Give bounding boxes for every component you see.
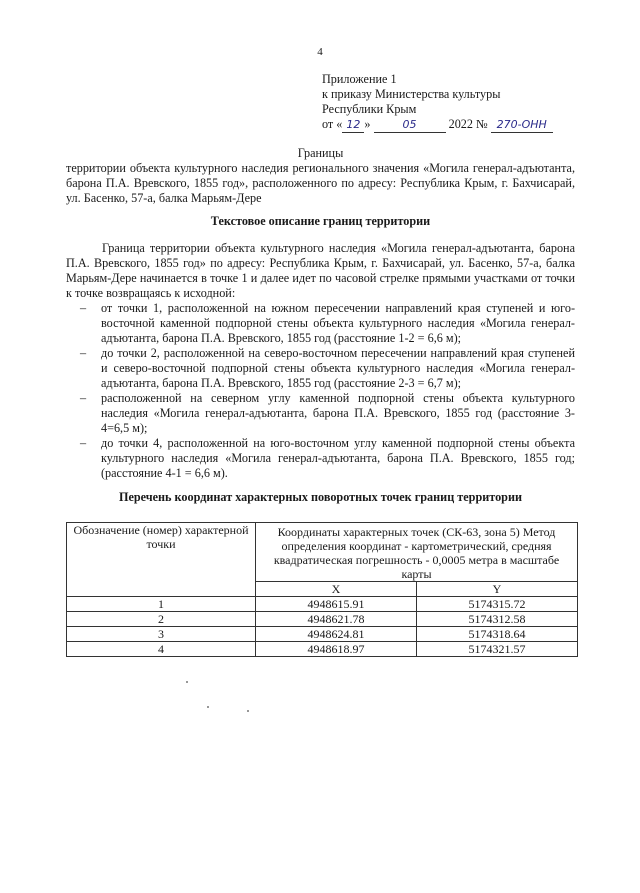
table-row — [67, 627, 578, 642]
appendix-line-1: Приложение 1 — [322, 72, 397, 86]
appendix-line-3: Республики Крым — [322, 102, 417, 116]
date-prefix: от « — [322, 117, 343, 131]
col-y-header: Y — [416, 582, 577, 597]
boundary-description — [66, 241, 575, 481]
col-point-header: Обозначение (номер) характерной точки — [67, 523, 256, 597]
dash-marker: – — [80, 436, 87, 450]
table-row — [67, 612, 578, 627]
date-mid: » — [364, 117, 371, 131]
table-row — [67, 642, 578, 657]
cell-y: 5174321.57 — [416, 642, 577, 657]
dash-marker: – — [80, 391, 87, 405]
heading-block — [66, 146, 575, 206]
cell-point: 1 — [67, 597, 256, 612]
list-item-text: расположенной на северном углу каменной подпорной стены объекта культурного наследия «Могила генерал-адъютанта, барона П.А. Вревского, 1855 год (расстояние 3-4=6,5 м); — [101, 391, 575, 435]
cell-point: 4 — [67, 642, 256, 657]
list-item-text: от точки 1, расположенной на южном пересечении направлений края ступеней и юго-восточной каменной подпорной стены объекта культурного наследия «Могила генерал-адъютанта, барона П.А. Вревского, 1855 год (расстояние 1-2 = 6,6 м); — [101, 301, 575, 345]
description-title: Текстовое описание границ территории — [210, 214, 431, 228]
scan-speck — [247, 710, 249, 712]
appendix-date-line — [322, 117, 602, 133]
order-number: 270-ОНН — [491, 117, 553, 133]
list-item — [66, 436, 575, 481]
appendix-line-2: к приказу Министерства культуры — [322, 87, 501, 101]
cell-y: 5174315.72 — [416, 597, 577, 612]
cell-x: 4948621.78 — [256, 612, 417, 627]
coordinates-title: Перечень координат характерных поворотных точек границ территории — [118, 490, 522, 504]
cell-x: 4948624.81 — [256, 627, 417, 642]
dash-marker: – — [80, 346, 87, 360]
scan-speck — [186, 681, 188, 683]
cell-y: 5174318.64 — [416, 627, 577, 642]
cell-x: 4948618.97 — [256, 642, 417, 657]
col-x-header: X — [256, 582, 417, 597]
heading-text: территории объекта культурного наследия регионального значения «Могила генерал-адъютанта, барона П.А. Вревского, 1855 год», расположенного по адресу: Республика Крым, г. Бахчисарай, ул. Басенко, 57-а, балка Марьям-Дере — [66, 161, 575, 205]
cell-y: 5174312.58 — [416, 612, 577, 627]
date-year: 2022 № — [448, 117, 488, 131]
cell-point: 2 — [67, 612, 256, 627]
col-coords-header: Координаты характерных точек (СК-63, зона 5) Метод определения координат - картометрический, средняя квадратическая погрешность - 0,0005 метра в масштабе карты — [256, 523, 578, 582]
appendix-header — [322, 72, 602, 133]
list-item — [66, 346, 575, 391]
cell-x: 4948615.91 — [256, 597, 417, 612]
cell-point: 3 — [67, 627, 256, 642]
scan-speck — [207, 706, 209, 708]
list-item — [66, 301, 575, 346]
date-day: 12 — [342, 117, 364, 133]
list-item-text: до точки 2, расположенной на северо-восточном пересечении направлений края ступеней и северо-восточной подпорной стены объекта культурного наследия «Могила генерал-адъютанта, барона П.А. Вревского, 1855 год (расстояние 2-3 = 6,7 м); — [101, 346, 575, 390]
coordinates-table — [66, 522, 578, 657]
table-row — [67, 597, 578, 612]
list-item-text: до точки 4, расположенной на юго-восточном углу каменной подпорной стены объекта культурного наследия «Могила генерал-адъютанта, барона П.А. Вревского, 1855 год; (расстояние 4-1 = 6,6 м). — [101, 436, 575, 480]
heading-title: Границы — [297, 146, 344, 160]
description-intro: Граница территории объекта культурного наследия «Могила генерал-адъютанта, барона П.А. Вревского, 1855 год» по адресу: Республика Крым, г. Бахчисарай, ул. Басенко, 57-а, балка Марьям-Дере начинается в точке 1 и далее идет по часовой стрелке прямыми участками от точки к точке возвращаясь к исходной: — [66, 241, 575, 300]
description-list — [66, 301, 575, 481]
list-item — [66, 391, 575, 436]
dash-marker: – — [80, 301, 87, 315]
table-header-row — [67, 523, 578, 582]
page-number: 4 — [317, 46, 323, 58]
date-month: 05 — [374, 117, 446, 133]
